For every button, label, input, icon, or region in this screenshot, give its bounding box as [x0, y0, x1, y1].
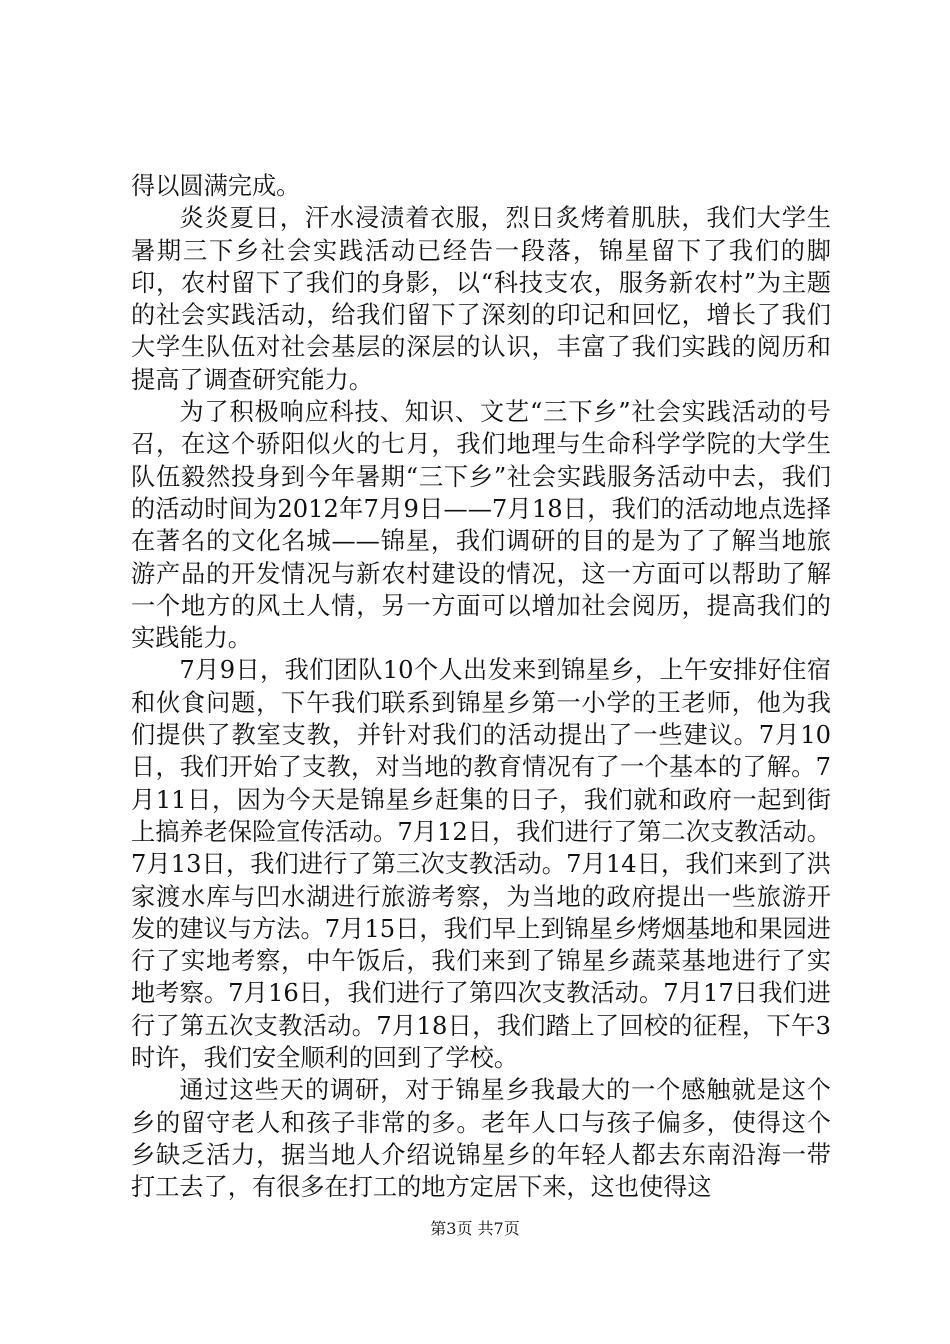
paragraph-purpose: 为了积极响应科技、知识、文艺“三下乡”社会实践活动的号召，在这个骄阳似火的七月，我们地理与生命科学学院的大学生队伍毅然投身到今年暑期“三下乡”社会实践服务活动中去，我们的活动时间为2012年7月9日——7月18日，我们的活动地点选择在著名的文化名城——锦星，我们调研的目的是为了了解当地旅游产品的开发情况与新农村建设的情况，这一方面可以帮助了解一个地方的风土人情，另一方面可以增加社会阅历，提高我们的实践能力。 [131, 398, 831, 653]
paragraph-continuation: 得以圆满完成。 [131, 172, 301, 200]
document-body [131, 170, 831, 1204]
page-footer: 第3页 共7页 [430, 1219, 520, 1238]
paragraph-schedule: 7月9日，我们团队10个人出发来到锦星乡，上午安排好住宿和伙食问题，下午我们联系到锦星乡第一小学的王老师，他为我们提供了教室支教，并针对我们的活动提出了一些建议。7月10日，我们开始了支教，对当地的教育情况有了一个基本的了解。7月11日，因为今天是锦星乡赶集的日子，我们就和政府一起到街上搞养老保险宣传活动。7月12日，我们进行了第二次支教活动。7月13日，我们进行了第三次支教活动。7月14日，我们来到了洪家渡水库与凹水湖进行旅游考察，为当地的政府提出一些旅游开发的建议与方法。7月15日，我们早上到锦星乡烤烟基地和果园进行了实地考察，中午饭后，我们来到了锦星乡蔬菜基地进行了实地考察。7月16日，我们进行了第四次支教活动。7月17日我们进行了第五次支教活动。7月18日，我们踏上了回校的征程，下午3时许，我们安全顺利的回到了学校。 [131, 656, 831, 1073]
paragraph-impression: 通过这些天的调研，对于锦星乡我最大的一个感触就是这个乡的留守老人和孩子非常的多。老年人口与孩子偏多，使得这个乡缺乏活力，据当地人介绍说锦星乡的年轻人都去东南沿海一带打工去了，有很多在打工的地方定居下来，这也使得这 [131, 1076, 831, 1202]
paragraph-summer: 炎炎夏日，汗水浸渍着衣服，烈日炙烤着肌肤，我们大学生暑期三下乡社会实践活动已经告一段落，锦星留下了我们的脚印，农村留下了我们的身影，以“科技支农，服务新农村”为主题的社会实践活动，给我们留下了深刻的印记和回忆，增长了我们大学生队伍对社会基层的深层的认识，丰富了我们实践的阅历和提高了调查研究能力。 [131, 204, 831, 394]
